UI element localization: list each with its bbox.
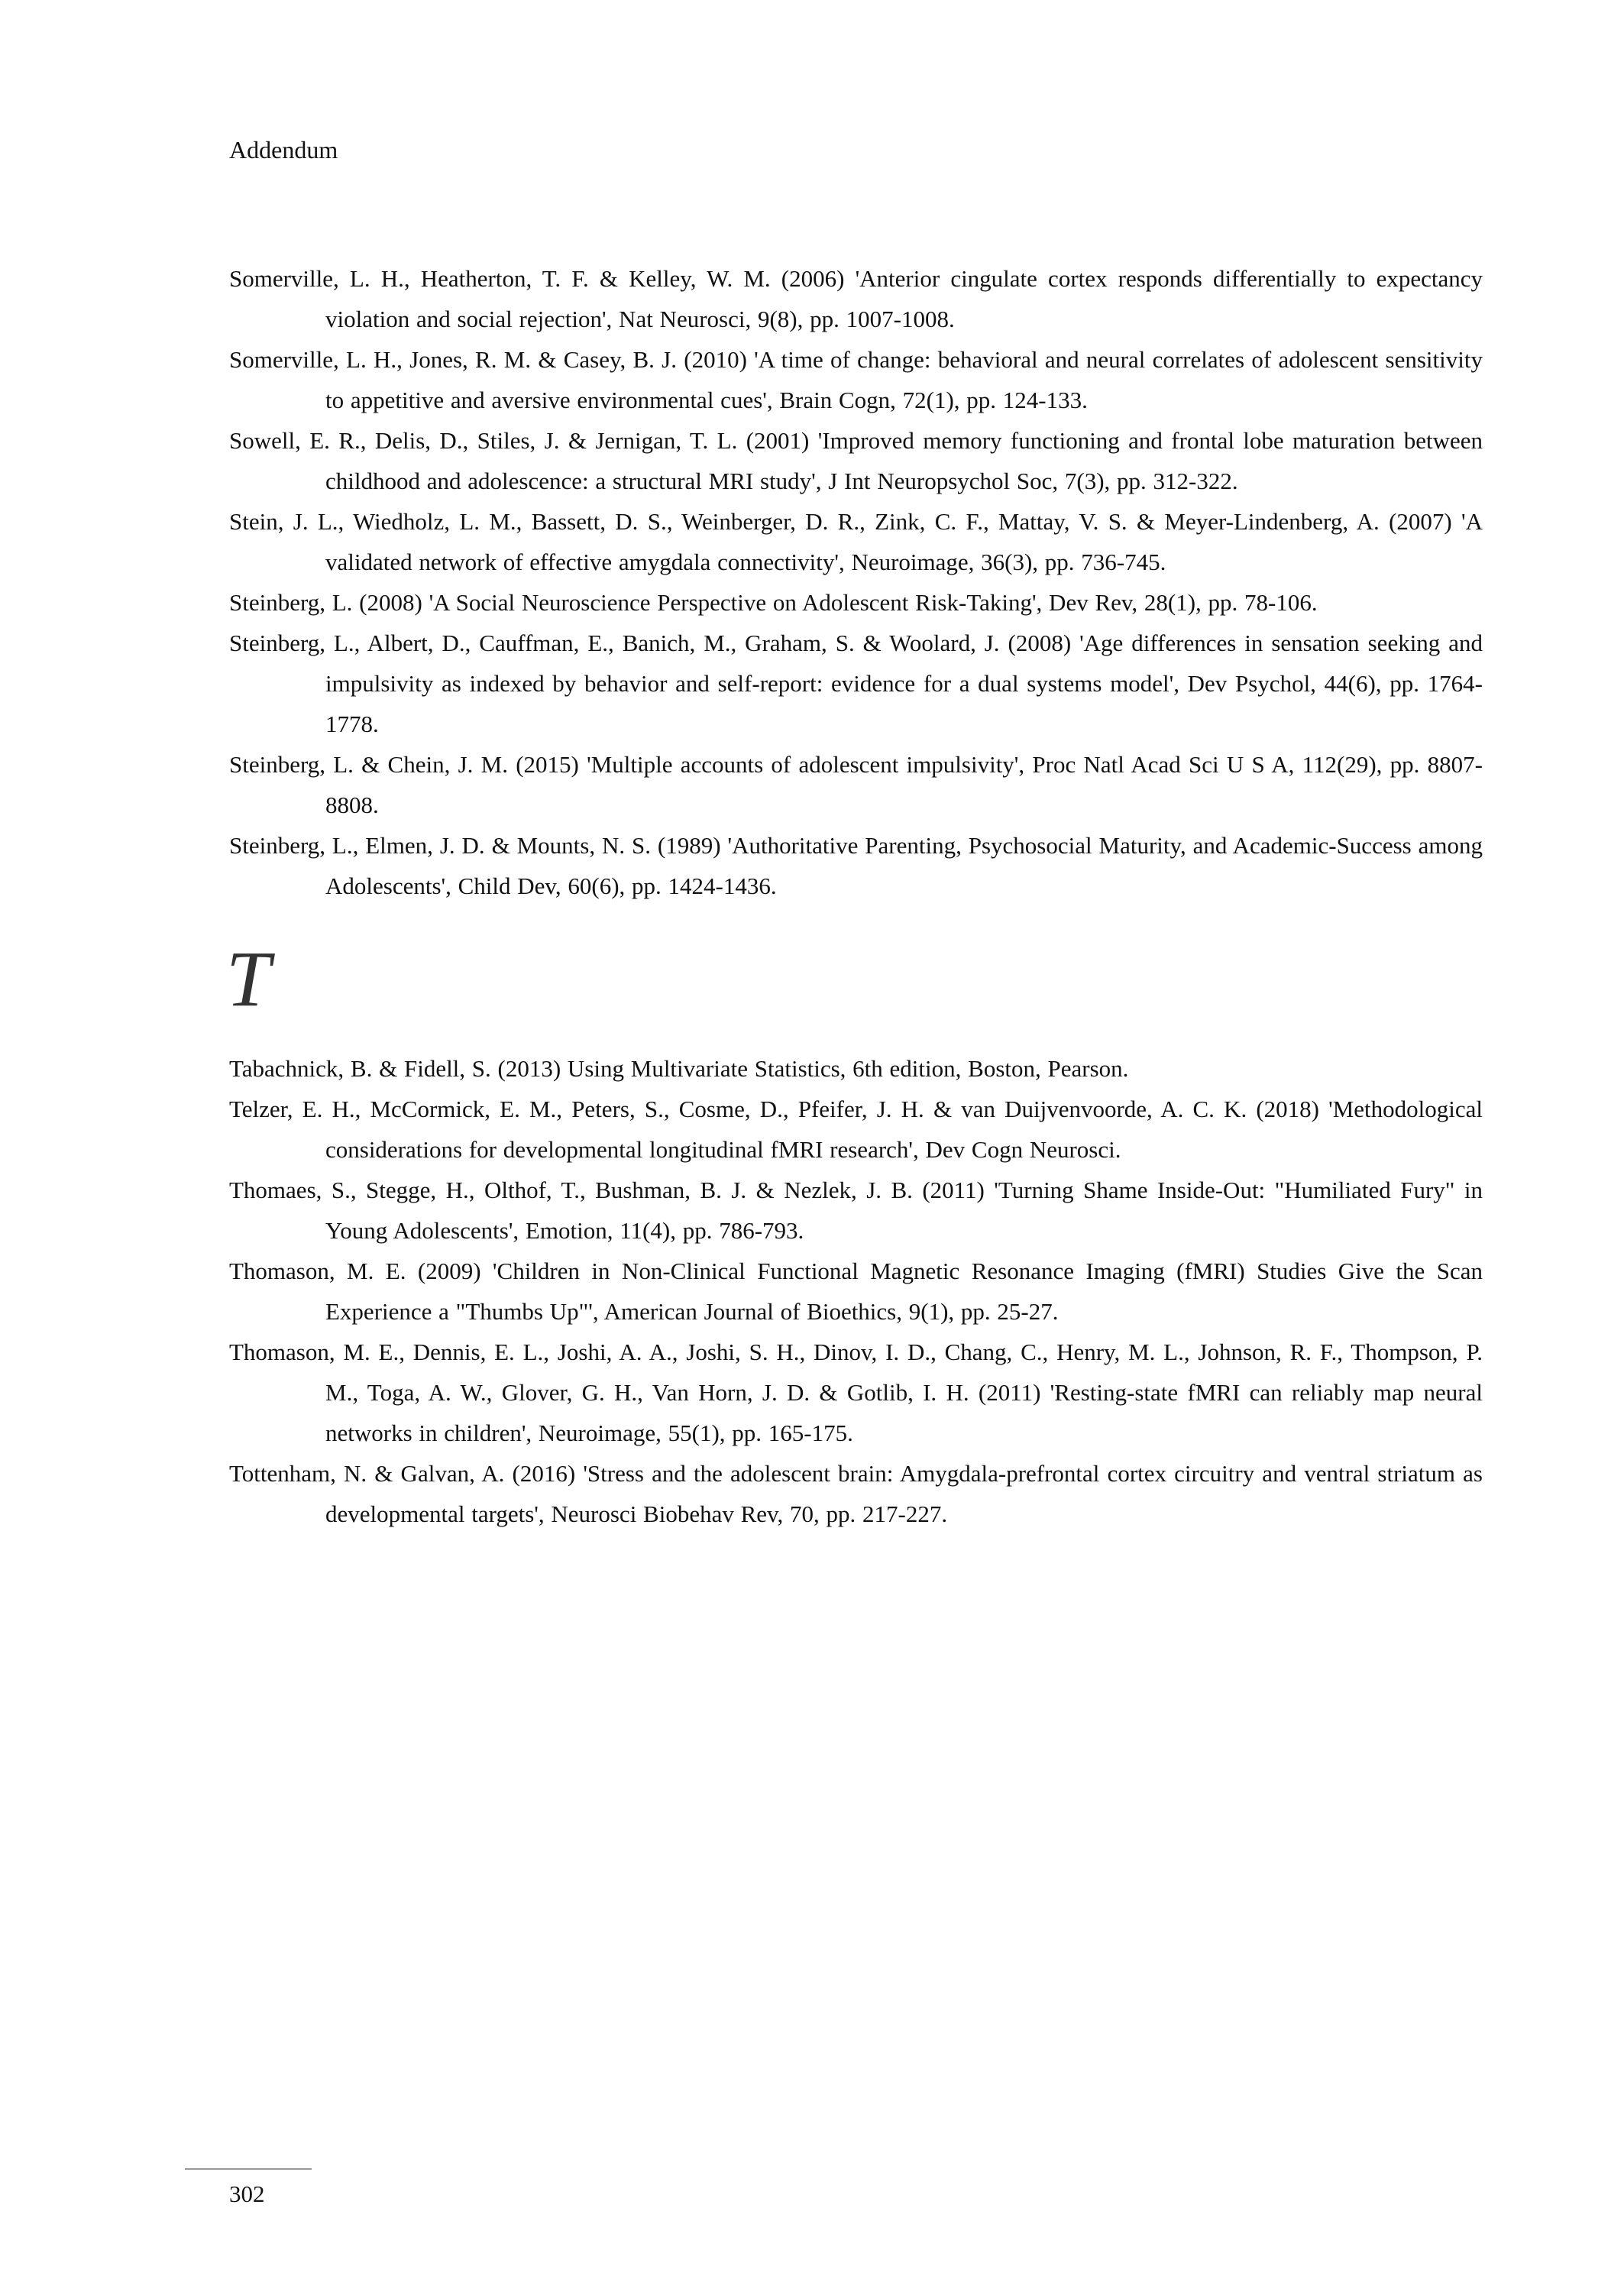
- reference-entry: Telzer, E. H., McCormick, E. M., Peters, S., Cosme, D., Pfeifer, J. H. & van Duijvenvoorde, A. C. K. (2018) 'Methodological considerations for developmental longitudinal fMRI research', Dev Cogn Neurosci.: [229, 1096, 1483, 1163]
- running-header: Addendum: [229, 136, 338, 163]
- page-number: 302: [229, 2180, 265, 2207]
- reference-list-t: [229, 1048, 1483, 1534]
- reference-entry: Somerville, L. H., Jones, R. M. & Casey, B. J. (2010) 'A time of change: behavioral and neural correlates of adolescent sensitivity to appetitive and aversive environmental cues', Brain Cogn, 72(1), pp. 124-133.: [229, 346, 1483, 413]
- reference-entry: Steinberg, L., Elmen, J. D. & Mounts, N. S. (1989) 'Authoritative Parenting, Psychosocial Maturity, and Academic-Success among Adolescents', Child Dev, 60(6), pp. 1424-1436.: [229, 832, 1483, 899]
- reference-entry: Thomaes, S., Stegge, H., Olthof, T., Bushman, B. J. & Nezlek, J. B. (2011) 'Turning Shame Inside-Out: "Humiliated Fury" in Young Adolescents', Emotion, 11(4), pp. 786-793.: [229, 1177, 1483, 1244]
- reference-entry: Thomason, M. E., Dennis, E. L., Joshi, A. A., Joshi, S. H., Dinov, I. D., Chang, C., Henry, M. L., Johnson, R. F., Thompson, P. M., Toga, A. W., Glover, G. H., Van Horn, J. D. & Gotlib, I. H. (2011) 'Resting-state fMRI can reliably map neural networks in children', Neuroimage, 55(1), pp. 165-175.: [229, 1339, 1483, 1446]
- reference-entry: Steinberg, L. & Chein, J. M. (2015) 'Multiple accounts of adolescent impulsivity', Proc Natl Acad Sci U S A, 112(29), pp. 8807-8808.: [229, 751, 1483, 818]
- reference-list-s: [229, 258, 1483, 906]
- reference-entry: Tabachnick, B. & Fidell, S. (2013) Using Multivariate Statistics, 6th edition, Boston, Pearson.: [229, 1055, 1129, 1082]
- reference-entry: Steinberg, L. (2008) 'A Social Neuroscience Perspective on Adolescent Risk-Taking', Dev Rev, 28(1), pp. 78-106.: [229, 589, 1318, 616]
- reference-entry: Stein, J. L., Wiedholz, L. M., Bassett, D. S., Weinberger, D. R., Zink, C. F., Mattay, V. S. & Meyer-Lindenberg, A. (2007) 'A validated network of effective amygdala connectivity', Neuroimage, 36(3), pp. 736-745.: [229, 508, 1483, 575]
- reference-entry: Steinberg, L., Albert, D., Cauffman, E., Banich, M., Graham, S. & Woolard, J. (2008) 'Age differences in sensation seeking and impulsivity as indexed by behavior and self-report: evidence for a dual systems model', Dev Psychol, 44(6), pp. 1764-1778.: [229, 630, 1483, 737]
- reference-entry: Thomason, M. E. (2009) 'Children in Non-Clinical Functional Magnetic Resonance Imaging (fMRI) Studies Give the Scan Experience a "Thumbs Up"', American Journal of Bioethics, 9(1), pp. 25-27.: [229, 1258, 1483, 1325]
- section-letter-heading: T: [226, 935, 270, 1023]
- reference-entry: Somerville, L. H., Heatherton, T. F. & Kelley, W. M. (2006) 'Anterior cingulate cortex responds differentially to expectancy violation and social rejection', Nat Neurosci, 9(8), pp. 1007-1008.: [229, 265, 1483, 332]
- reference-entry: Tottenham, N. & Galvan, A. (2016) 'Stress and the adolescent brain: Amygdala-prefrontal cortex circuitry and ventral striatum as developmental targets', Neurosci Biobehav Rev, 70, pp. 217-227.: [229, 1460, 1483, 1527]
- page-footer: [185, 2168, 312, 2206]
- footer-divider: [185, 2168, 312, 2170]
- reference-entry: Sowell, E. R., Delis, D., Stiles, J. & Jernigan, T. L. (2001) 'Improved memory functioning and frontal lobe maturation between childhood and adolescence: a structural MRI study', J Int Neuropsychol Soc, 7(3), pp. 312-322.: [229, 427, 1483, 494]
